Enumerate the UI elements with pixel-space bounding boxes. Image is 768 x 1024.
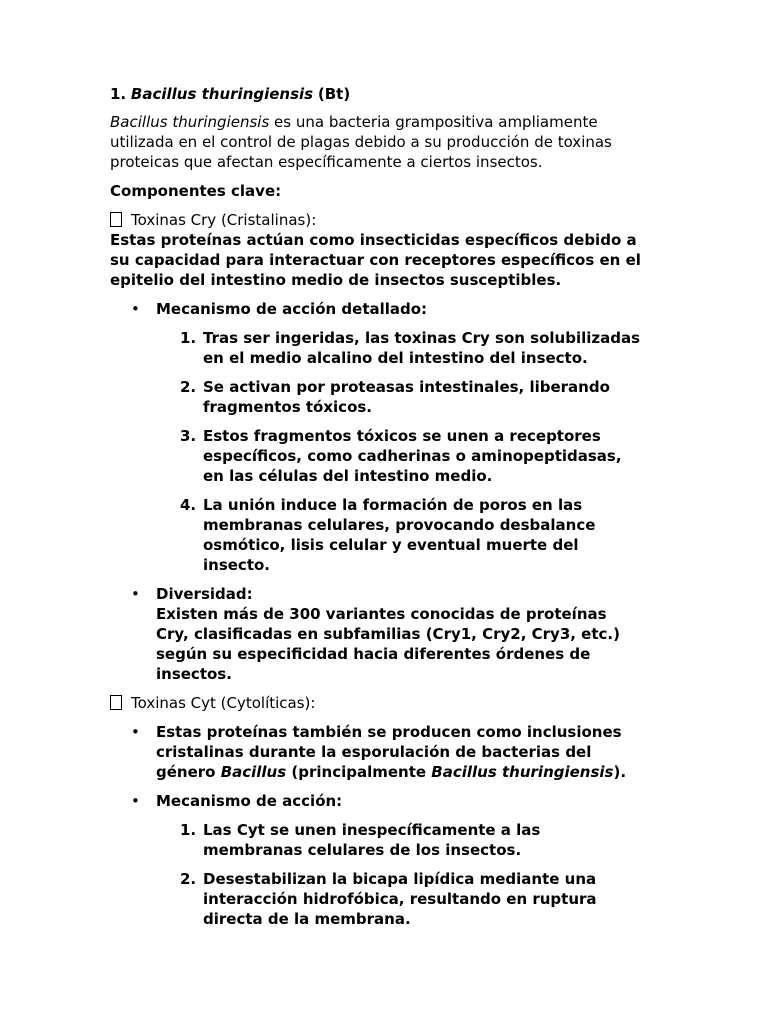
intro-line-2: utilizada en el control de plagas debido a su producción de toxinas bbox=[110, 133, 612, 151]
list-item bbox=[156, 377, 670, 417]
bullet-icon: • bbox=[131, 585, 140, 603]
checkbox-glyph-icon bbox=[110, 695, 122, 710]
cyt-species: Bacillus thuringiensis bbox=[431, 763, 614, 781]
step-number: 3. bbox=[180, 427, 197, 445]
diversity-label: Diversidad: bbox=[156, 585, 253, 603]
list-item bbox=[156, 426, 670, 486]
bullet-icon: • bbox=[131, 300, 140, 318]
title-abbrev: (Bt) bbox=[317, 85, 351, 103]
step-number: 2. bbox=[180, 378, 197, 396]
list-item bbox=[156, 869, 670, 929]
list-item bbox=[110, 299, 670, 575]
step-number: 4. bbox=[180, 496, 197, 514]
intro-line-3: proteicas que afectan específicamente a ciertos insectos. bbox=[110, 153, 543, 171]
step-text: Desestabilizan la bicapa lipídica mediante una bbox=[203, 870, 597, 888]
step-text: Las Cyt se unen inespecíficamente a las bbox=[203, 821, 541, 839]
cyt-mechanism-label: Mecanismo de acción: bbox=[156, 792, 343, 810]
cyt-text: género bbox=[156, 763, 221, 781]
step-text: directa de la membrana. bbox=[203, 910, 411, 928]
step-text: Tras ser ingeridas, las toxinas Cry son solubilizadas bbox=[203, 329, 641, 347]
cyt-section bbox=[110, 693, 670, 713]
diversity-text: Existen más de 300 variantes conocidas de proteínas bbox=[156, 605, 607, 623]
cyt-text: Estas proteínas también se producen como inclusiones bbox=[156, 723, 622, 741]
cry-body-line-1: Estas proteínas actúan como insecticidas específicos debido a bbox=[110, 231, 637, 249]
step-text: osmótico, lisis celular y eventual muerte del bbox=[203, 536, 579, 554]
list-item bbox=[156, 328, 670, 368]
list-item bbox=[110, 791, 670, 929]
cyt-text: (principalmente bbox=[286, 763, 432, 781]
bullet-icon: • bbox=[131, 792, 140, 810]
step-text: La unión induce la formación de poros en las bbox=[203, 496, 583, 514]
components-heading: Componentes clave: bbox=[110, 182, 282, 200]
cry-body-line-2: su capacidad para interactuar con receptores específicos en el bbox=[110, 251, 641, 269]
step-text: Estos fragmentos tóxicos se unen a receptores bbox=[203, 427, 601, 445]
bullet-icon: • bbox=[131, 723, 140, 741]
cry-section bbox=[110, 210, 670, 290]
cry-body-line-3: epitelio del intestino medio de insectos susceptibles. bbox=[110, 271, 562, 289]
step-text: insecto. bbox=[203, 556, 270, 574]
diversity-text: según su especificidad hacia diferentes órdenes de bbox=[156, 645, 591, 663]
intro-line-1: es una bacteria grampositiva ampliamente bbox=[269, 113, 598, 131]
step-text: Se activan por proteasas intestinales, liberando bbox=[203, 378, 610, 396]
cyt-genus: Bacillus bbox=[220, 763, 287, 781]
diversity-text: Cry, clasificadas en subfamilias (Cry1, Cry2, Cry3, etc.) bbox=[156, 625, 620, 643]
cyt-steps bbox=[156, 820, 670, 929]
step-text: fragmentos tóxicos. bbox=[203, 398, 373, 416]
section-number: 1. bbox=[110, 85, 127, 103]
step-text: específicos, como cadherinas o aminopeptidasas, bbox=[203, 447, 622, 465]
list-item bbox=[110, 722, 670, 782]
cyt-text: ). bbox=[613, 763, 627, 781]
document-content bbox=[110, 84, 670, 938]
step-text: membranas celulares de los insectos. bbox=[203, 841, 522, 859]
checkbox-glyph-icon bbox=[110, 212, 122, 227]
cry-steps bbox=[156, 328, 670, 575]
step-text: interacción hidrofóbica, resultando en ruptura bbox=[203, 890, 597, 908]
step-text: membranas celulares, provocando desbalance bbox=[203, 516, 596, 534]
step-number: 2. bbox=[180, 870, 197, 888]
cyt-label: Toxinas Cyt (Cytolíticas): bbox=[131, 694, 316, 712]
cyt-bullet-list bbox=[110, 722, 670, 929]
title-species: Bacillus thuringiensis bbox=[130, 85, 314, 103]
list-item bbox=[110, 584, 670, 684]
step-text: en las células del intestino medio. bbox=[203, 467, 493, 485]
cry-bullet-list bbox=[110, 299, 670, 684]
step-number: 1. bbox=[180, 329, 197, 347]
step-number: 1. bbox=[180, 821, 197, 839]
list-item bbox=[156, 820, 670, 860]
step-text: en el medio alcalino del intestino del insecto. bbox=[203, 349, 588, 367]
cry-label: Toxinas Cry (Cristalinas): bbox=[131, 211, 317, 229]
diversity-text: insectos. bbox=[156, 665, 232, 683]
section-title bbox=[110, 84, 670, 104]
intro-paragraph bbox=[110, 112, 670, 172]
cry-mechanism-label: Mecanismo de acción detallado: bbox=[156, 300, 428, 318]
cyt-text: cristalinas durante la esporulación de bacterias del bbox=[156, 743, 592, 761]
list-item bbox=[156, 495, 670, 575]
intro-species: Bacillus thuringiensis bbox=[110, 113, 270, 131]
